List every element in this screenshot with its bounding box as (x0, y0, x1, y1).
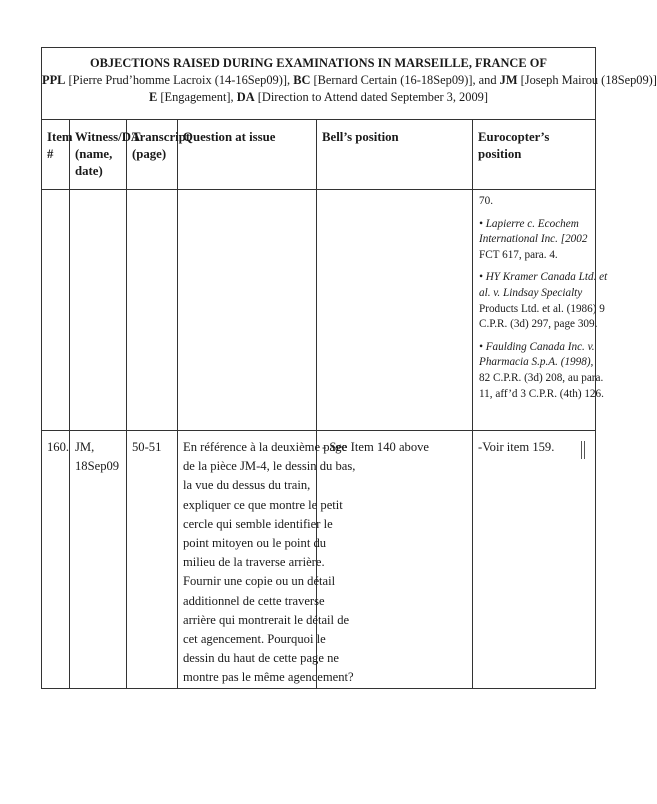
title-line-1: OBJECTIONS RAISED DURING EXAMINATIONS IN MARSEILLE, FRANCE OF (90, 56, 547, 70)
da-abbr: DA (236, 90, 255, 104)
header-question: Question at issue (178, 120, 317, 190)
da-text: [Direction to Attend dated September 3, 2009] (254, 90, 488, 104)
eurocopter-position-text: -Voir item 159. (478, 440, 555, 454)
bc-text: [Bernard Certain (16-18Sep09)], and (310, 73, 500, 87)
cell-empty (317, 190, 473, 431)
witness-cell: JM, 18Sep09 (70, 431, 127, 689)
e-abbr: E (149, 90, 158, 104)
cell-empty (127, 190, 178, 431)
citation-3: • Faulding Canada Inc. v. Pharmacia S.p.A. (1998), 82 C.P.R. (3d) 208, au para. 11, aff’d 3 C.P.R. (4th) 126. (479, 340, 604, 400)
eurocopter-position (473, 431, 596, 689)
header-witness: Witness/DA (name, date) (70, 120, 127, 190)
title-line-2 (42, 72, 657, 89)
cell-empty (70, 190, 127, 431)
header-item: Item # (42, 120, 70, 190)
citation-1: • Lapierre c. Ecochem International Inc. [2002 FCT 617, para. 4. (479, 217, 588, 261)
jm-abbr: JM (499, 73, 518, 87)
citation-2: • HY Kramer Canada Ltd. et al. v. Lindsay Specialty Products Ltd. et al. (1986) 9 C.P.R. (3d) 297, page 309. (479, 271, 608, 331)
header-eurocopter: Eurocopter’s position (473, 120, 596, 190)
item-number: 160. (42, 431, 70, 689)
title-line-3 (42, 89, 595, 106)
paragraph-ref: 70. (479, 195, 493, 207)
bc-abbr: BC (293, 73, 311, 87)
table-row-continued (42, 190, 596, 431)
header-transcript: Transcript (page) (127, 120, 178, 190)
header-row (42, 120, 596, 190)
table-title (42, 48, 657, 120)
bell-position: - See Item 140 above (317, 431, 473, 689)
cell-empty (178, 190, 317, 431)
e-text: [Engagement], (157, 90, 237, 104)
table-row-160 (42, 431, 596, 689)
ppl-abbr: PPL (42, 73, 66, 87)
objections-table (41, 47, 657, 689)
ppl-text: [Pierre Prud’homme Lacroix (14-16Sep09)], (65, 73, 294, 87)
transcript-page: 50-51 (127, 431, 178, 689)
margin-marker-icon (581, 441, 585, 459)
header-bell: Bell’s position (317, 120, 473, 190)
jm-text: [Joseph Mairou (18Sep09)] (517, 73, 657, 87)
eurocopter-citations (473, 190, 608, 431)
cell-empty (42, 190, 70, 431)
question-cell: En référence à la deuxième page de la pièce JM-4, le dessin du bas, la vue du dessus du train, expliquer ce que montre le petit cercle qui semble identifier le point mitoyen ou le point du milieu de la traverse arrière. Fournir une copie ou un détail additionnel de cette traverse arrière qui montrerait le détail de cet agencement. Pourquoi le dessin du haut de cette page ne montre pas le même agencement? (178, 431, 317, 689)
